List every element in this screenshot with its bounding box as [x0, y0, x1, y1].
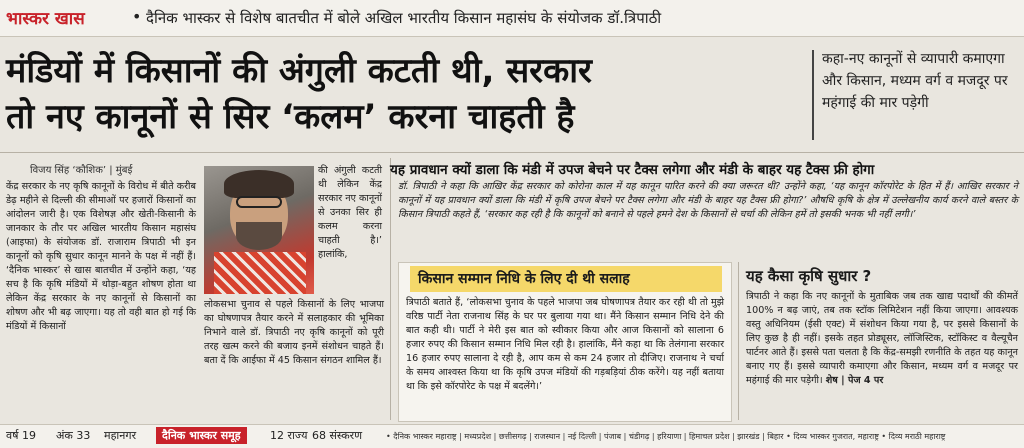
footer-issue: अंक 33: [56, 429, 91, 442]
photo-beard: [236, 222, 282, 250]
strapline: दैनिक भास्कर से विशेष बातचीत में बोले अखिल भारतीय किसान महासंघ के संयोजक डॉ.त्रिपाठी: [146, 9, 662, 27]
box-body-kisan-nidhi: त्रिपाठी बताते हैं, ‘लोकसभा चुनाव के पहले भाजपा जब घोषणापत्र तैयार कर रही थी तो मुझे वरिष्ठ पार्टी नेता राजनाथ सिंह के घर पर बुलाया गया था। मैंने किसान सम्मान निधि देने की बात कही थी। पार्टी ने मेरी इस बात को स्वीकार किया और आज किसानों को सालाना 6 हजार रुपए की किसान सम्मान निधि मिल रही है। हालांकि, मैंने कहा था कि तेलंगाना सरकार 16 हजार रुपए सालाना दे रही है, आप कम से कम 24 हजार तो दीजिए। राजनाथ ने चर्चा के समय आश्वस्त किया था कि कृषि उपज मंडियों की गड़बड़ियां ठीक करेंगे। यह नहीं बताया था कि इसे कॉरपोरेट के पक्ष में बदलेंगे।’: [406, 297, 725, 392]
column-divider: [390, 158, 391, 420]
subhead-body: डॉ. त्रिपाठी ने कहा कि आखिर केंद्र सरकार को कोरोना काल में यह कानून पारित करने की क्या जरूरत थी? उन्होंने कहा, ‘यह कानून कॉरपोरेट के हित में हैं। आखिर सरकार ने कानूनों में यह प्रावधान क्यों डाला कि मंडी में कृषि उपज बेचने पर टैक्स लगेगा और मंडी के बाहर यह टैक्स फ्री होगा?’ औषधि कृषि के क्षेत्र में उल्लेखनीय कार्य करने वाले बस्तर के किसान त्रिपाठी कहते हैं, ‘सरकार कह रही है कि कानूनों को बनाने से पहले हमने देश के किसानों से चर्चा की लेकिन हमें तो इसकी भनक भी नहीं लगी।’: [398, 181, 1018, 220]
byline: विजय सिंह ‘कौशिक’ | मुंबई: [30, 165, 133, 176]
box-title-krishi-sudhar: यह कैसा कृषि सुधार ?: [746, 267, 872, 285]
brand-separator-dot: •: [132, 7, 142, 26]
headline-line-1: मंडियों में किसानों की अंगुली कटती थी, सरकार: [6, 51, 592, 91]
headline-rule: [0, 152, 1024, 153]
footer-states: 12 राज्य: [270, 429, 308, 442]
box-body-krishi-sudhar-text: त्रिपाठी ने कहा कि नए कानूनों के मुताबिक जब तक खाद्य पदार्थों की कीमतें 100% न बढ़ जाएं, तब तक स्टॉक लिमिटेशन नहीं किया जाएगा। आवश्यक वस्तु अधिनियम (ईसी एक्ट) में संशोधन किया गया है, पर इससे किसानों के लिए कुछ है ही नहीं। इसके तहत प्रोड्यूसर, लॉजिस्टिक, स्टॉकिस्ट व वैल्यूचैन पार्टनर आते हैं। इससे पता चलता है कि केंद्र-समझी रणनीति के तहत यह कानून बनाए गए हैं। इससे व्यापारी कमाएगा और किसान, मध्यम वर्ग व मजदूर पर महंगाई की मार पड़ेगी।: [746, 291, 1018, 386]
box-title-kisan-nidhi: किसान सम्मान निधि के लिए दी थी सलाह: [410, 266, 722, 292]
photo-glasses: [236, 196, 282, 208]
photo-hair: [224, 170, 294, 198]
article-column-2b: लोकसभा चुनाव से पहले किसानों के लिए भाजपा का घोषणापत्र तैयार करने में सलाहकार की भूमिका निभाने वाले डॉ. त्रिपाठी नए कृषि कानूनों को पूरी तरह खत्म करने की बजाय इनमें संशोधन चाहते हैं। बता दें कि आईफा में 45 किसान संगठन शामिल हैं।: [204, 299, 384, 366]
box-divider: [738, 262, 739, 420]
sidenote: कहा-नए कानूनों से व्यापारी कमाएगा और किसान, मध्यम वर्ग व मजदूर पर महंगाई की मार पड़ेगी: [822, 51, 1008, 111]
section-brand: भास्कर खास: [6, 9, 85, 29]
headline: [6, 48, 806, 140]
sidenote-divider: [812, 50, 814, 140]
footer-editions-list: • दैनिक भास्कर महाराष्ट्र | मध्यप्रदेश | छत्तीसगढ़ | राजस्थान | नई दिल्ली | पंजाब | चंडीगढ़ | हरियाणा | हिमाचल प्रदेश | झारखंड | बिहार • दिव्य भास्कर गुजरात, महाराष्ट्र • दिव्य मराठी महाराष्ट्र: [386, 432, 946, 441]
box-body-krishi-sudhar: [746, 290, 1018, 388]
subheadline: यह प्रावधान क्यों डाला कि मंडी में उपज बेचने पर टैक्स लगेगा और मंडी के बाहर यह टैक्स फ्री होगा: [390, 162, 875, 178]
photo-scarf: [214, 252, 306, 294]
headline-line-2: तो नए कानूनों से सिर ‘कलम’ करना चाहती है: [6, 97, 575, 137]
article-column-2a: की अंगुली कटती थी लेकिन केंद्र सरकार नए कानूनों से उनका सिर ही कलम करना चाहती है।’ हालांकि,: [318, 165, 382, 260]
footer-group: दैनिक भास्कर समूह: [156, 427, 247, 444]
article-column-1: केंद्र सरकार के नए कृषि कानूनों के विरोध में बीते करीब डेढ़ महीने से दिल्ली की सीमाओं पर हजारों किसानों का आंदोलन जारी है। एक विशेषज्ञ और खेती-किसानी के जानकार के तौर पर अखिल भारतीय किसान महासंघ (आइफा) के संयोजक डॉ. राजाराम त्रिपाठी भी इन कानूनों को कृषि सुधार कानून मानने के पक्ष में नहीं हैं। ‘दैनिक भास्कर’ से खास बातचीत में उन्होंने कहा, ‘यह सच है कि कृषि मंडियों में थोड़ा-बहुत शोषण होता था लेकिन केंद्र सरकार के नए कानूनों से किसानों का शोषण और भी बढ़ जाएगा। यह तो वही बात हो गई कि मंडियों में किसानों: [6, 181, 196, 332]
footer-editions: 68 संस्करण: [312, 429, 363, 442]
continued-note: शेष | पेज 4 पर: [825, 375, 884, 386]
footer-city: महानगर: [104, 429, 137, 442]
footer-year: वर्ष 19: [6, 429, 36, 442]
